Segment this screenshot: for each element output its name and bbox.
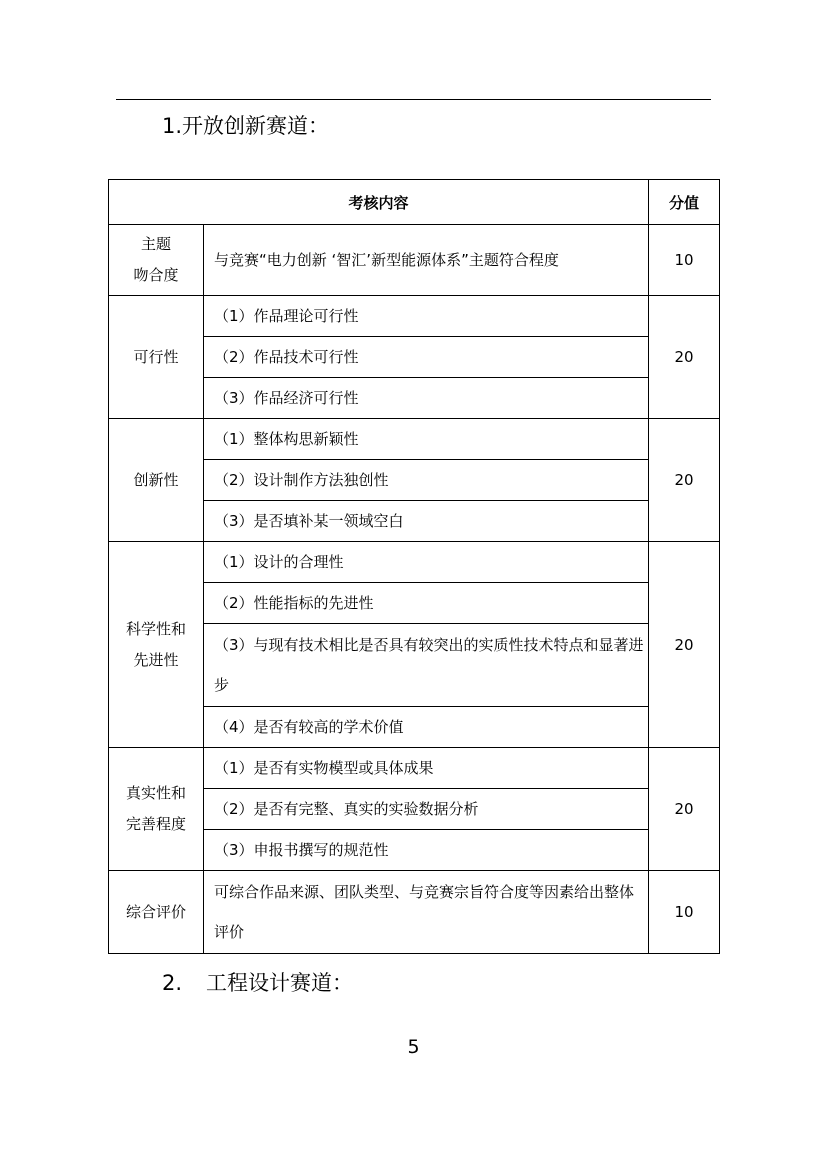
criterion-cell: （1）作品理论可行性 (204, 296, 649, 337)
header-rule (116, 99, 711, 100)
category-line: 创新性 (133, 470, 179, 489)
score-cell: 10 (649, 225, 720, 296)
table-row (109, 871, 720, 954)
score-cell: 20 (649, 748, 720, 871)
category-line: 科学性和 (125, 619, 186, 638)
criterion-cell: （1）设计的合理性 (204, 542, 649, 583)
table-row (109, 748, 720, 789)
criterion-cell: （3）作品经济可行性 (204, 378, 649, 419)
criterion-cell: （4）是否有较高的学术价值 (204, 707, 649, 748)
scoring-table (108, 179, 720, 954)
table-row (109, 225, 720, 296)
criterion-cell: （2）性能指标的先进性 (204, 583, 649, 624)
category-line: 可行性 (133, 347, 179, 366)
criterion-cell: 可综合作品来源、团队类型、与竞赛宗旨符合度等因素给出整体评价 (204, 871, 649, 954)
section-title: 工程设计赛道： (206, 971, 353, 995)
category-line: 完善程度 (125, 815, 186, 833)
category-line: 先进性 (133, 650, 179, 669)
criterion-cell: （3）与现有技术相比是否具有较突出的实质性技术特点和显著进步 (204, 624, 649, 707)
category-cell (109, 748, 204, 871)
criterion-cell: （2）是否有完整、真实的实验数据分析 (204, 789, 649, 830)
category-line: 综合评价 (125, 902, 186, 921)
criterion-cell: （3）申报书撰写的规范性 (204, 830, 649, 871)
criterion-cell: （2）设计制作方法独创性 (204, 460, 649, 501)
category-line: 吻合度 (133, 266, 179, 284)
category-cell (109, 296, 204, 419)
table-header-row (109, 180, 720, 225)
criterion-cell: （1）是否有实物模型或具体成果 (204, 748, 649, 789)
table-row (109, 419, 720, 460)
criterion-cell: （2）作品技术可行性 (204, 337, 649, 378)
category-line: 真实性和 (125, 784, 186, 802)
table-row (109, 542, 720, 583)
score-cell: 20 (649, 419, 720, 542)
category-cell (109, 542, 204, 748)
header-score: 分值 (649, 180, 720, 225)
table-row (109, 296, 720, 337)
category-cell (109, 419, 204, 542)
criterion-cell: （3）是否填补某一领域空白 (204, 501, 649, 542)
category-line: 主题 (140, 235, 171, 253)
page-number: 5 (407, 1036, 420, 1058)
section-heading-engineering-design (162, 969, 353, 997)
score-cell: 20 (649, 542, 720, 748)
score-cell: 10 (649, 871, 720, 954)
category-cell (109, 871, 204, 954)
section-heading-open-innovation: 1.开放创新赛道： (162, 114, 330, 138)
criterion-cell: （1）整体构思新颖性 (204, 419, 649, 460)
category-cell (109, 225, 204, 296)
score-cell: 20 (649, 296, 720, 419)
criterion-cell: 与竞赛“电力创新 ‘智汇’新型能源体系”主题符合程度 (204, 225, 649, 296)
section-number: 2. (162, 971, 183, 995)
header-content: 考核内容 (109, 180, 649, 225)
